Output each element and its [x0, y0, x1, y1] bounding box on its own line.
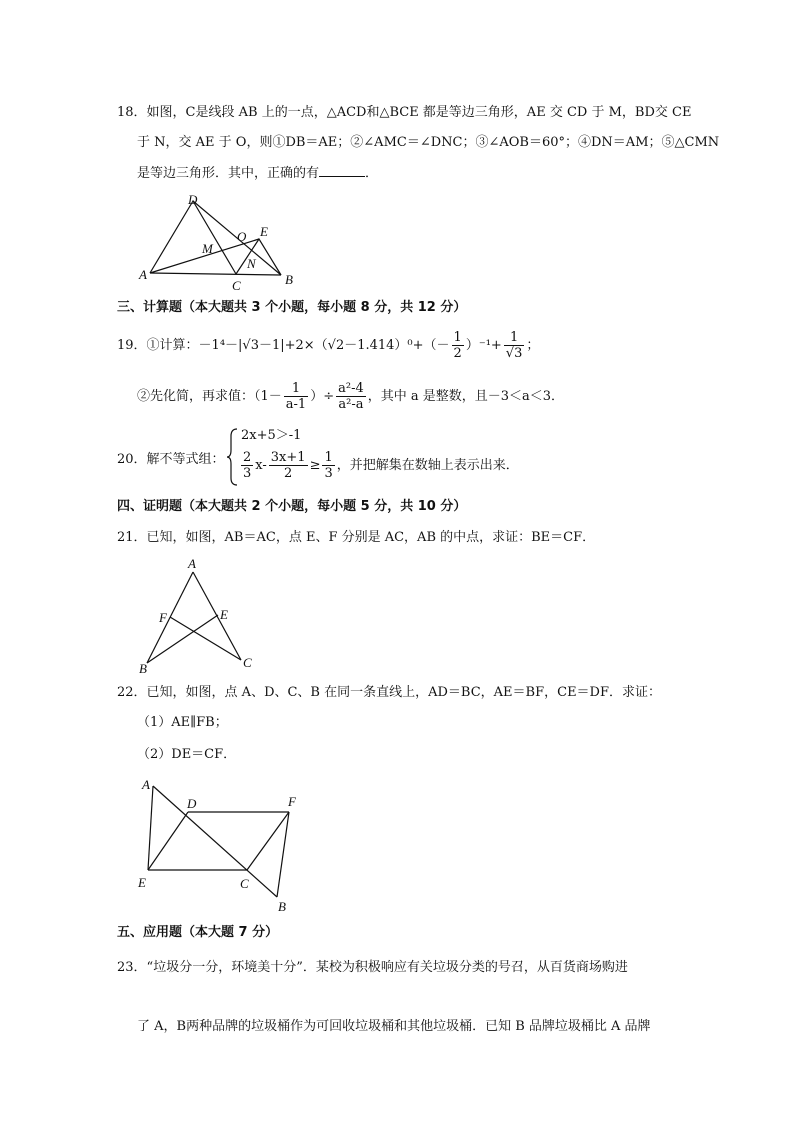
label-C: C — [240, 876, 249, 891]
section-4-heading: 四、证明题（本大题共 2 个小题，每小题 5 分，共 10 分） — [117, 499, 467, 514]
section-3-heading: 三、计算题（本大题共 3 个小题，每小题 8 分，共 12 分） — [117, 300, 467, 315]
q18-line2: 于 N，交 AE 于 O，则①DB＝AE；②∠AMC＝∠DNC；③∠AOB＝60°；④DN＝AM；⑤△CMN — [137, 135, 720, 150]
label-E: E — [220, 607, 228, 622]
fraction-inv-sqrt3 — [504, 330, 525, 361]
denominator: 2 — [453, 346, 462, 361]
q23-line2: 了 A，B两种品牌的垃圾桶作为可回收垃圾桶和其他垃圾桶．已知 B 品牌垃圾桶比 A 品牌 — [137, 1019, 651, 1034]
q20-suffix: ，并把解集在数轴上表示出来． — [336, 458, 519, 473]
fraction-1-over-a-1 — [284, 381, 308, 412]
denominator: √3 — [505, 346, 523, 361]
label-F: F — [288, 794, 296, 809]
q18-line1: 18．如图，C是线段 AB 上的一点，△ACD和△BCE 都是等边三角形，AE 交 CD 于 M，BD交 CE — [117, 105, 692, 120]
label-A: A — [142, 777, 150, 792]
fraction-half — [452, 330, 464, 361]
denominator: a-1 — [285, 397, 307, 412]
q19-part1-prefix: 19．①计算：－1⁴－|√3－1|+2×（√2－1.414）⁰+（－ — [117, 338, 450, 353]
label-B: B — [285, 272, 293, 287]
label-N: N — [247, 256, 256, 271]
figure-q21-labels — [139, 556, 252, 676]
q19-part2-mid: ）÷ — [310, 389, 335, 404]
q18-line3-end: ． — [365, 166, 379, 181]
variable-x: x- — [255, 458, 267, 473]
q19-part1-end: ； — [526, 338, 540, 353]
label-F: F — [159, 610, 167, 625]
numerator: 1 — [504, 330, 525, 346]
numerator: a²-4 — [338, 381, 364, 396]
label-E: E — [138, 875, 146, 890]
q19-part1 — [117, 330, 539, 361]
q23-line1: 23．“垃圾分一分，环境美十分”．某校为积极响应有关垃圾分类的号召，从百货商场购进 — [117, 960, 628, 975]
figure-q22 — [148, 786, 289, 897]
label-M: M — [202, 241, 213, 256]
label-B: B — [278, 899, 286, 914]
numerator: 3x+1 — [270, 450, 306, 465]
brace-icon — [226, 428, 238, 486]
q20-prefix: 20．解不等式组： — [117, 452, 225, 467]
denominator: 2 — [284, 466, 293, 481]
label-A: A — [188, 556, 196, 571]
numerator: 1 — [324, 450, 333, 465]
label-O: O — [237, 229, 247, 244]
q20-inequality-1: 2x+5＞-1 — [241, 428, 302, 443]
numerator: 2 — [243, 450, 252, 465]
numerator: 1 — [284, 381, 308, 397]
geq-sign: ≥ — [309, 458, 321, 473]
q18-line3-text: 是等边三角形．其中，正确的有 — [137, 166, 320, 181]
section-5-heading: 五、应用题（本大题 7 分） — [117, 925, 279, 940]
label-D: D — [188, 192, 198, 207]
numerator: 1 — [453, 330, 462, 345]
q22-text: 22．已知，如图，点 A、D、C、B 在同一条直线上，AD＝BC，AE＝BF，CE＝DF．求证： — [117, 685, 662, 700]
label-A: A — [139, 267, 147, 282]
q22-part2: （2）DE＝CF． — [137, 747, 237, 762]
q20-inequality-2 — [239, 450, 519, 481]
label-E: E — [260, 224, 268, 239]
q19-part2-prefix: ②先化简，再求值：（1－ — [137, 389, 282, 404]
label-C: C — [232, 278, 241, 293]
q21-text: 21．已知，如图，AB＝AC，点 E、F 分别是 AC，AB 的中点，求证：BE＝CF． — [117, 530, 596, 545]
denominator: a²-a — [338, 397, 364, 412]
fraction-3x1-2 — [269, 450, 308, 481]
q19-part1-mid: ）⁻¹+ — [465, 338, 502, 353]
fraction-2-3 — [241, 450, 253, 481]
denominator: 3 — [324, 466, 333, 481]
label-C: C — [243, 655, 252, 670]
q19-part2 — [137, 381, 564, 412]
label-B: B — [139, 661, 147, 676]
fraction-a2-4 — [336, 381, 366, 412]
fraction-1-3 — [322, 450, 334, 481]
figure-q18-labels — [138, 192, 293, 293]
label-D: D — [187, 796, 197, 811]
q22-part1: （1）AE∥FB； — [137, 715, 228, 730]
denominator: 3 — [243, 466, 252, 481]
q19-part2-end: ，其中 a 是整数，且－3＜a＜3． — [367, 389, 565, 404]
